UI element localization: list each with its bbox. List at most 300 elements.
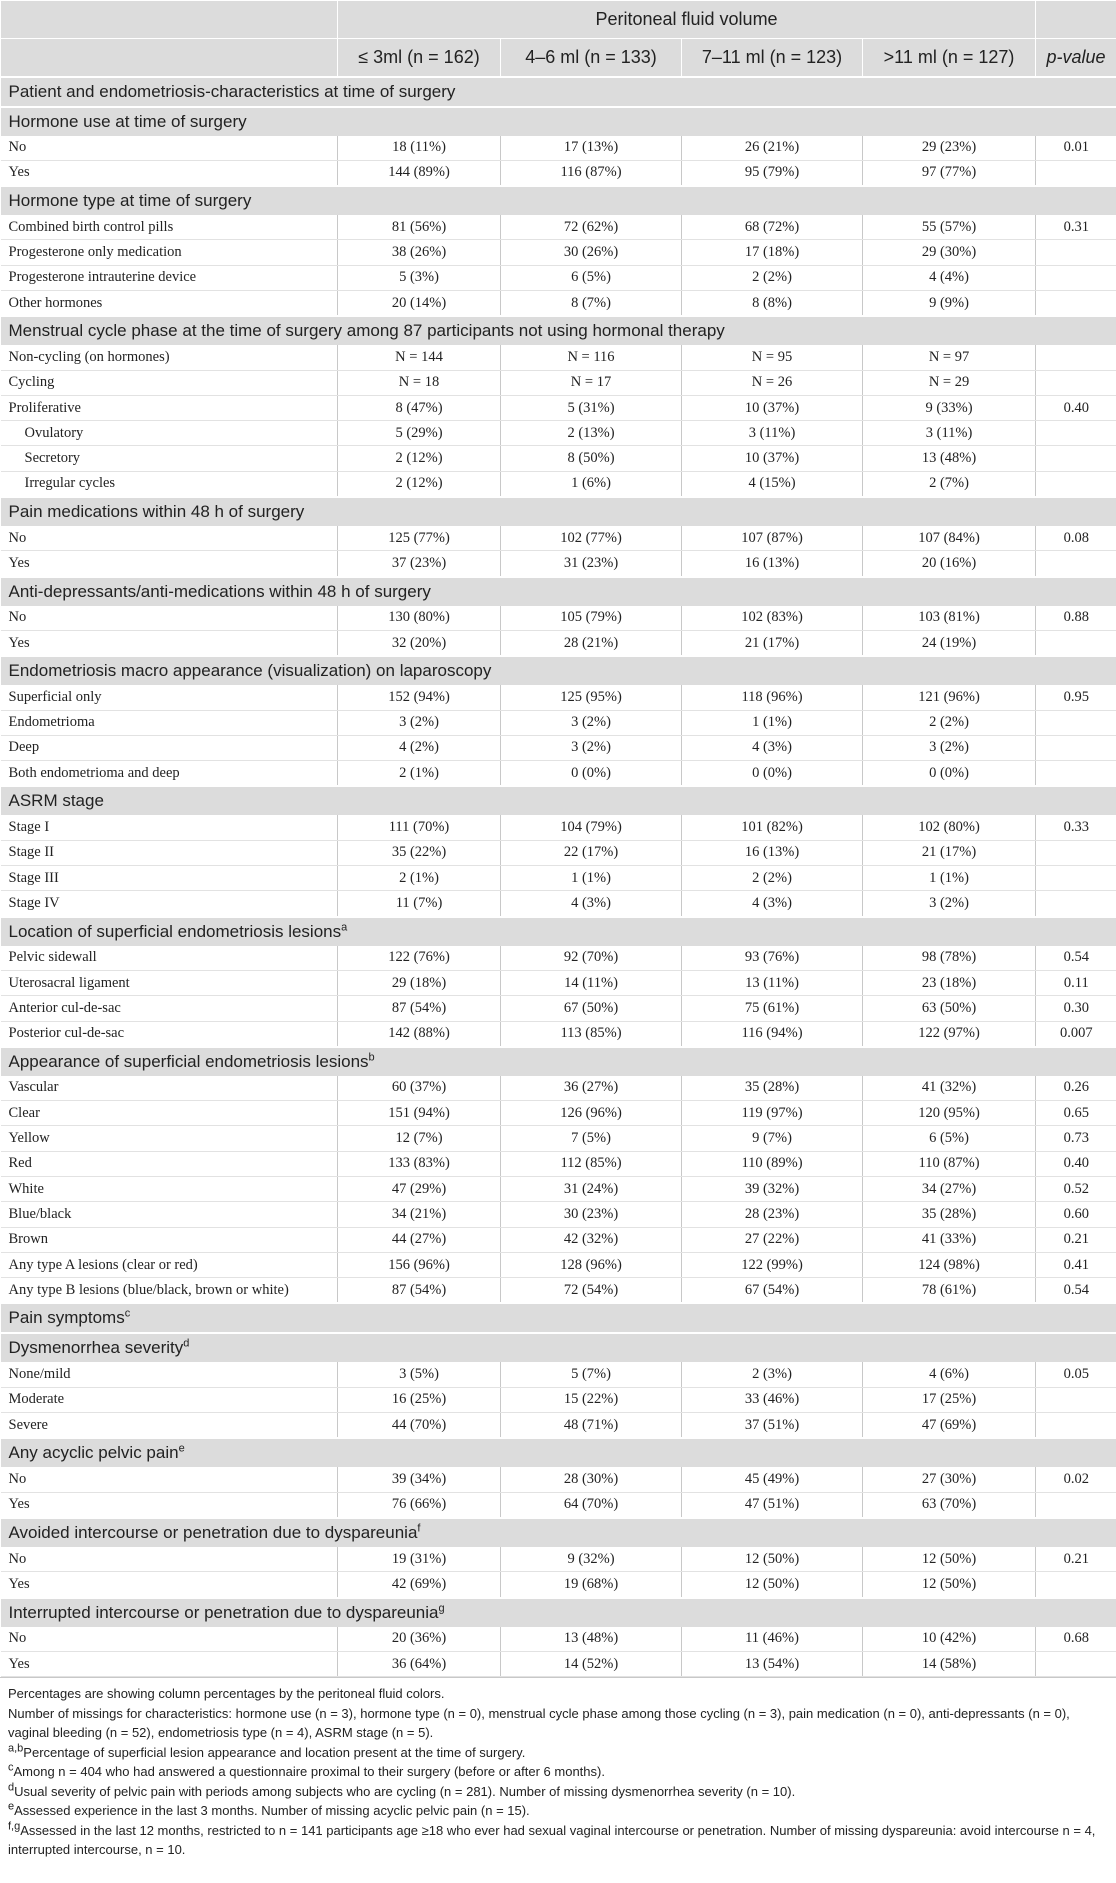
row-label: No bbox=[1, 606, 338, 631]
table-cell: N = 18 bbox=[338, 370, 501, 395]
row-label: Ovulatory bbox=[1, 421, 338, 446]
table-cell: 102 (77%) bbox=[501, 526, 682, 551]
pvalue-cell bbox=[1036, 160, 1116, 186]
table-cell: 104 (79%) bbox=[501, 815, 682, 840]
table-cell: 3 (11%) bbox=[682, 421, 863, 446]
table-cell: 4 (4%) bbox=[863, 265, 1036, 290]
section-title: Pain medications within 48 h of surgery bbox=[1, 497, 1116, 526]
table-cell: 6 (5%) bbox=[501, 265, 682, 290]
table-cell: 1 (1%) bbox=[863, 866, 1036, 891]
row-label: None/mild bbox=[1, 1362, 338, 1387]
table-cell: 29 (30%) bbox=[863, 240, 1036, 265]
table-cell: 13 (11%) bbox=[682, 970, 863, 995]
section-title: Menstrual cycle phase at the time of surgery among 87 participants not using hormonal therapy bbox=[1, 316, 1116, 345]
row-label: No bbox=[1, 1467, 338, 1492]
pvalue-cell: 0.40 bbox=[1036, 1151, 1116, 1176]
section-header bbox=[1, 786, 1116, 815]
section-title: Any acyclic pelvic pain$^e$ bbox=[1, 1438, 1116, 1467]
table-cell: 126 (96%) bbox=[501, 1101, 682, 1126]
table-cell: 8 (8%) bbox=[682, 290, 863, 316]
table-cell: 113 (85%) bbox=[501, 1021, 682, 1047]
table-cell: 116 (94%) bbox=[682, 1021, 863, 1047]
section-title: Endometriosis macro appearance (visualization) on laparoscopy bbox=[1, 656, 1116, 685]
table-row bbox=[1, 446, 1116, 471]
table-cell: 3 (2%) bbox=[863, 891, 1036, 917]
table-cell: 37 (51%) bbox=[682, 1413, 863, 1439]
table-cell: 24 (19%) bbox=[863, 630, 1036, 656]
table-row bbox=[1, 1076, 1116, 1101]
table-row bbox=[1, 526, 1116, 551]
section-header bbox=[1, 107, 1116, 136]
table-cell: 124 (98%) bbox=[863, 1252, 1036, 1277]
footnote-marker: b bbox=[368, 1051, 375, 1064]
pvalue-cell bbox=[1036, 290, 1116, 316]
row-label: Anterior cul-de-sac bbox=[1, 996, 338, 1021]
table-cell: 32 (20%) bbox=[338, 630, 501, 656]
table-row bbox=[1, 160, 1116, 186]
table-row bbox=[1, 710, 1116, 735]
table-cell: 87 (54%) bbox=[338, 1278, 501, 1304]
table-cell: 5 (29%) bbox=[338, 421, 501, 446]
table-cell: 47 (51%) bbox=[682, 1492, 863, 1518]
pvalue-cell bbox=[1036, 840, 1116, 865]
table-row bbox=[1, 1547, 1116, 1572]
table-row bbox=[1, 1252, 1116, 1277]
row-label: Secretory bbox=[1, 446, 338, 471]
footnote-marker: f bbox=[417, 1522, 421, 1535]
pvalue-cell bbox=[1036, 240, 1116, 265]
table-cell: 3 (2%) bbox=[863, 735, 1036, 760]
table-row bbox=[1, 370, 1116, 395]
table-cell: 29 (23%) bbox=[863, 136, 1036, 161]
row-label: Blue/black bbox=[1, 1202, 338, 1227]
table-cell: 36 (64%) bbox=[338, 1651, 501, 1676]
table-cell: 31 (23%) bbox=[501, 551, 682, 577]
footnote-marker: g bbox=[438, 1601, 445, 1614]
table-cell: 17 (18%) bbox=[682, 240, 863, 265]
table-row bbox=[1, 1101, 1116, 1126]
table-row bbox=[1, 395, 1116, 420]
table-row bbox=[1, 345, 1116, 370]
table-row bbox=[1, 1227, 1116, 1252]
row-label: Progesterone only medication bbox=[1, 240, 338, 265]
table-cell: 2 (1%) bbox=[338, 866, 501, 891]
footnote: $^{f,g}$Assessed in the last 12 months, restricted to n = 141 participants age ≥18 who ever had sexual vaginal intercourse or penetration. Number of missing dyspareunia: avoid intercourse n = 4, interrupted intercourse, n = 10. bbox=[8, 1820, 1096, 1858]
footnote-marker: c bbox=[8, 1761, 14, 1774]
row-label: Posterior cul-de-sac bbox=[1, 1021, 338, 1047]
pvalue-cell: 0.68 bbox=[1036, 1627, 1116, 1652]
table-cell: 68 (72%) bbox=[682, 215, 863, 240]
table-cell: 34 (27%) bbox=[863, 1177, 1036, 1202]
table-cell: 105 (79%) bbox=[501, 606, 682, 631]
table-cell: 3 (5%) bbox=[338, 1362, 501, 1387]
row-label: Endometrioma bbox=[1, 710, 338, 735]
table-cell: 9 (9%) bbox=[863, 290, 1036, 316]
table-cell: 3 (2%) bbox=[338, 710, 501, 735]
row-label: Any type B lesions (blue/black, brown or white) bbox=[1, 1278, 338, 1304]
row-label: Yes bbox=[1, 630, 338, 656]
table-cell: 14 (52%) bbox=[501, 1651, 682, 1676]
pvalue-cell bbox=[1036, 761, 1116, 787]
section-header bbox=[1, 656, 1116, 685]
table-cell: 5 (31%) bbox=[501, 395, 682, 420]
table-row bbox=[1, 735, 1116, 760]
section-title: Appearance of superficial endometriosis lesions$^b$ bbox=[1, 1047, 1116, 1076]
table-row bbox=[1, 240, 1116, 265]
table-cell: 63 (50%) bbox=[863, 996, 1036, 1021]
section-title: Avoided intercourse or penetration due to dyspareunia$^f$ bbox=[1, 1518, 1116, 1547]
pvalue-cell: 0.21 bbox=[1036, 1227, 1116, 1252]
table-row bbox=[1, 551, 1116, 577]
row-label: Combined birth control pills bbox=[1, 215, 338, 240]
section-header bbox=[1, 917, 1116, 946]
table-cell: 34 (21%) bbox=[338, 1202, 501, 1227]
table-cell: 98 (78%) bbox=[863, 946, 1036, 971]
table-row bbox=[1, 265, 1116, 290]
table-row bbox=[1, 1627, 1116, 1652]
table-cell: 1 (6%) bbox=[501, 471, 682, 497]
pvalue-cell: 0.54 bbox=[1036, 1278, 1116, 1304]
table-row bbox=[1, 1413, 1116, 1439]
table-cell: 55 (57%) bbox=[863, 215, 1036, 240]
footnote: Number of missings for characteristics: hormone use (n = 3), hormone type (n = 0), menstrual cycle phase among those cycling (n = 3), pain medication (n = 0), anti-depressants (n = 0), vaginal bleeding (n = 52), endometriosis type (n = 4), ASRM stage (n = 5). bbox=[8, 1705, 1070, 1741]
footnote-marker: d bbox=[183, 1337, 190, 1350]
row-label: Stage II bbox=[1, 840, 338, 865]
table-cell: 39 (34%) bbox=[338, 1467, 501, 1492]
pvalue-cell bbox=[1036, 1492, 1116, 1518]
section-title: ASRM stage bbox=[1, 786, 1116, 815]
row-label: No bbox=[1, 136, 338, 161]
header-corner bbox=[1, 1, 338, 39]
row-label: No bbox=[1, 1627, 338, 1652]
section-header bbox=[1, 186, 1116, 215]
table-row bbox=[1, 1126, 1116, 1151]
table-row bbox=[1, 1492, 1116, 1518]
pvalue-cell: 0.21 bbox=[1036, 1547, 1116, 1572]
row-label: Proliferative bbox=[1, 395, 338, 420]
column-header: ≤ 3ml (n = 162) bbox=[338, 39, 501, 77]
table-cell: 15 (22%) bbox=[501, 1387, 682, 1412]
table-cell: 7 (5%) bbox=[501, 1126, 682, 1151]
row-label: Severe bbox=[1, 1413, 338, 1439]
section-title: Hormone type at time of surgery bbox=[1, 186, 1116, 215]
footnote: $^d$Usual severity of pelvic pain with periods among subjects who are cycling (n = 281). Number of missing dysmenorrhea severity (n = 10). bbox=[8, 1781, 796, 1799]
table-cell: 38 (26%) bbox=[338, 240, 501, 265]
pvalue-cell: 0.40 bbox=[1036, 395, 1116, 420]
table-cell: 125 (77%) bbox=[338, 526, 501, 551]
header-blank bbox=[1036, 1, 1116, 39]
table-cell: 44 (27%) bbox=[338, 1227, 501, 1252]
table-cell: 2 (13%) bbox=[501, 421, 682, 446]
table-cell: 2 (12%) bbox=[338, 446, 501, 471]
table-row bbox=[1, 1021, 1116, 1047]
row-label: Progesterone intrauterine device bbox=[1, 265, 338, 290]
pvalue-cell: 0.95 bbox=[1036, 685, 1116, 710]
pvalue-cell: 0.31 bbox=[1036, 215, 1116, 240]
row-label: Yes bbox=[1, 1492, 338, 1518]
pvalue-cell bbox=[1036, 735, 1116, 760]
table-cell: N = 97 bbox=[863, 345, 1036, 370]
table-cell: N = 29 bbox=[863, 370, 1036, 395]
table-cell: 2 (2%) bbox=[682, 866, 863, 891]
table-cell: 10 (37%) bbox=[682, 395, 863, 420]
pvalue-cell bbox=[1036, 265, 1116, 290]
row-label: Any type A lesions (clear or red) bbox=[1, 1252, 338, 1277]
pvalue-cell: 0.007 bbox=[1036, 1021, 1116, 1047]
pvalue-cell: 0.08 bbox=[1036, 526, 1116, 551]
row-label: Non-cycling (on hormones) bbox=[1, 345, 338, 370]
table-cell: 42 (69%) bbox=[338, 1572, 501, 1598]
row-label: No bbox=[1, 1547, 338, 1572]
table-cell: 120 (95%) bbox=[863, 1101, 1036, 1126]
section-header bbox=[1, 316, 1116, 345]
table-cell: 35 (22%) bbox=[338, 840, 501, 865]
row-label: Yes bbox=[1, 1651, 338, 1676]
row-label: Stage IV bbox=[1, 891, 338, 917]
table-cell: 23 (18%) bbox=[863, 970, 1036, 995]
section-title: Hormone use at time of surgery bbox=[1, 107, 1116, 136]
table-cell: 20 (36%) bbox=[338, 1627, 501, 1652]
footnote-marker: e bbox=[178, 1442, 185, 1455]
table-cell: N = 17 bbox=[501, 370, 682, 395]
table-cell: 48 (71%) bbox=[501, 1413, 682, 1439]
table-cell: 81 (56%) bbox=[338, 215, 501, 240]
table-cell: 102 (80%) bbox=[863, 815, 1036, 840]
table-cell: 76 (66%) bbox=[338, 1492, 501, 1518]
table-cell: 87 (54%) bbox=[338, 996, 501, 1021]
table-cell: 2 (2%) bbox=[682, 265, 863, 290]
table-row bbox=[1, 630, 1116, 656]
table-cell: 121 (96%) bbox=[863, 685, 1036, 710]
table-cell: 35 (28%) bbox=[863, 1202, 1036, 1227]
section-header bbox=[1, 497, 1116, 526]
table-cell: 102 (83%) bbox=[682, 606, 863, 631]
row-label: Uterosacral ligament bbox=[1, 970, 338, 995]
table-cell: 130 (80%) bbox=[338, 606, 501, 631]
table-cell: 29 (18%) bbox=[338, 970, 501, 995]
row-label: Moderate bbox=[1, 1387, 338, 1412]
row-label: Deep bbox=[1, 735, 338, 760]
table-cell: 36 (27%) bbox=[501, 1076, 682, 1101]
table-cell: 2 (1%) bbox=[338, 761, 501, 787]
table-cell: 35 (28%) bbox=[682, 1076, 863, 1101]
table-cell: 6 (5%) bbox=[863, 1126, 1036, 1151]
table-cell: 16 (13%) bbox=[682, 840, 863, 865]
table-row bbox=[1, 1278, 1116, 1304]
section-header bbox=[1, 577, 1116, 606]
row-label: Yes bbox=[1, 1572, 338, 1598]
table-cell: 41 (33%) bbox=[863, 1227, 1036, 1252]
pvalue-cell: 0.65 bbox=[1036, 1101, 1116, 1126]
pvalue-cell bbox=[1036, 710, 1116, 735]
pvalue-cell bbox=[1036, 630, 1116, 656]
table-cell: 103 (81%) bbox=[863, 606, 1036, 631]
table-cell: 17 (13%) bbox=[501, 136, 682, 161]
table-cell: 9 (32%) bbox=[501, 1547, 682, 1572]
table-cell: 13 (54%) bbox=[682, 1651, 863, 1676]
table-cell: 0 (0%) bbox=[501, 761, 682, 787]
section-title: Anti-depressants/anti-medications within 48 h of surgery bbox=[1, 577, 1116, 606]
section-title: Interrupted intercourse or penetration due to dyspareunia$^g$ bbox=[1, 1598, 1116, 1627]
table-cell: 28 (21%) bbox=[501, 630, 682, 656]
table-cell: 22 (17%) bbox=[501, 840, 682, 865]
row-label: Both endometrioma and deep bbox=[1, 761, 338, 787]
table-cell: 1 (1%) bbox=[501, 866, 682, 891]
footnote-marker: e bbox=[8, 1800, 15, 1813]
pvalue-cell bbox=[1036, 551, 1116, 577]
table-cell: 14 (58%) bbox=[863, 1651, 1036, 1676]
table-cell: 122 (76%) bbox=[338, 946, 501, 971]
row-label: Other hormones bbox=[1, 290, 338, 316]
section-header bbox=[1, 1047, 1116, 1076]
table-cell: 10 (42%) bbox=[863, 1627, 1036, 1652]
pvalue-cell bbox=[1036, 891, 1116, 917]
table-cell: 47 (29%) bbox=[338, 1177, 501, 1202]
row-label: Red bbox=[1, 1151, 338, 1176]
column-header: 7–11 ml (n = 123) bbox=[682, 39, 863, 77]
table-cell: 72 (62%) bbox=[501, 215, 682, 240]
table-cell: 3 (11%) bbox=[863, 421, 1036, 446]
table-cell: 11 (46%) bbox=[682, 1627, 863, 1652]
row-label: Vascular bbox=[1, 1076, 338, 1101]
table-cell: 75 (61%) bbox=[682, 996, 863, 1021]
table-row bbox=[1, 215, 1116, 240]
table-cell: 11 (7%) bbox=[338, 891, 501, 917]
table-cell: 41 (32%) bbox=[863, 1076, 1036, 1101]
row-label: White bbox=[1, 1177, 338, 1202]
pvalue-cell: 0.02 bbox=[1036, 1467, 1116, 1492]
table-cell: 60 (37%) bbox=[338, 1076, 501, 1101]
row-label: Yes bbox=[1, 551, 338, 577]
table-cell: 21 (17%) bbox=[863, 840, 1036, 865]
table-row bbox=[1, 136, 1116, 161]
footnote-marker: c bbox=[124, 1307, 131, 1320]
table-cell: 20 (14%) bbox=[338, 290, 501, 316]
table-cell: 17 (25%) bbox=[863, 1387, 1036, 1412]
pvalue-cell bbox=[1036, 370, 1116, 395]
table-cell: 95 (79%) bbox=[682, 160, 863, 186]
table-row bbox=[1, 1362, 1116, 1387]
table-cell: 2 (12%) bbox=[338, 471, 501, 497]
table-cell: 20 (16%) bbox=[863, 551, 1036, 577]
pvalue-cell bbox=[1036, 345, 1116, 370]
table-cell: 4 (3%) bbox=[682, 891, 863, 917]
pvalue-cell bbox=[1036, 1413, 1116, 1439]
table-row bbox=[1, 946, 1116, 971]
pvalue-cell: 0.73 bbox=[1036, 1126, 1116, 1151]
section-header bbox=[1, 1333, 1116, 1362]
table-cell: 12 (50%) bbox=[863, 1572, 1036, 1598]
table-cell: 28 (23%) bbox=[682, 1202, 863, 1227]
table-cell: 27 (30%) bbox=[863, 1467, 1036, 1492]
table-cell: 8 (50%) bbox=[501, 446, 682, 471]
table-cell: 3 (2%) bbox=[501, 735, 682, 760]
table-cell: 116 (87%) bbox=[501, 160, 682, 186]
table-cell: 101 (82%) bbox=[682, 815, 863, 840]
pvalue-cell: 0.54 bbox=[1036, 946, 1116, 971]
row-label: Pelvic sidewall bbox=[1, 946, 338, 971]
table-cell: 92 (70%) bbox=[501, 946, 682, 971]
table-cell: 4 (3%) bbox=[501, 891, 682, 917]
table-cell: 0 (0%) bbox=[682, 761, 863, 787]
table-cell: 18 (11%) bbox=[338, 136, 501, 161]
table-cell: 42 (32%) bbox=[501, 1227, 682, 1252]
pvalue-cell: 0.11 bbox=[1036, 970, 1116, 995]
row-label: Cycling bbox=[1, 370, 338, 395]
table-cell: 72 (54%) bbox=[501, 1278, 682, 1304]
table-cell: 31 (24%) bbox=[501, 1177, 682, 1202]
section-header bbox=[1, 1438, 1116, 1467]
table-cell: N = 144 bbox=[338, 345, 501, 370]
table-cell: 107 (87%) bbox=[682, 526, 863, 551]
table-row bbox=[1, 866, 1116, 891]
pvalue-cell: 0.26 bbox=[1036, 1076, 1116, 1101]
table-cell: 47 (69%) bbox=[863, 1413, 1036, 1439]
table-cell: 4 (15%) bbox=[682, 471, 863, 497]
table-row bbox=[1, 1651, 1116, 1676]
table-cell: 119 (97%) bbox=[682, 1101, 863, 1126]
table-cell: 30 (23%) bbox=[501, 1202, 682, 1227]
table-row bbox=[1, 996, 1116, 1021]
pvalue-cell bbox=[1036, 1387, 1116, 1412]
table-row bbox=[1, 1151, 1116, 1176]
table-cell: 122 (97%) bbox=[863, 1021, 1036, 1047]
table-cell: 67 (54%) bbox=[682, 1278, 863, 1304]
pvalue-cell: 0.33 bbox=[1036, 815, 1116, 840]
table-cell: 93 (76%) bbox=[682, 946, 863, 971]
pvalue-cell bbox=[1036, 471, 1116, 497]
table-cell: 45 (49%) bbox=[682, 1467, 863, 1492]
table-cell: 67 (50%) bbox=[501, 996, 682, 1021]
table-row bbox=[1, 421, 1116, 446]
table-cell: 4 (6%) bbox=[863, 1362, 1036, 1387]
table-row bbox=[1, 891, 1116, 917]
table-row bbox=[1, 1572, 1116, 1598]
table-cell: 4 (2%) bbox=[338, 735, 501, 760]
table-cell: N = 26 bbox=[682, 370, 863, 395]
table-cell: 26 (21%) bbox=[682, 136, 863, 161]
table-cell: 63 (70%) bbox=[863, 1492, 1036, 1518]
table-cell: 9 (7%) bbox=[682, 1126, 863, 1151]
table-footnotes bbox=[0, 1677, 1116, 1860]
table-cell: N = 116 bbox=[501, 345, 682, 370]
table-cell: 110 (87%) bbox=[863, 1151, 1036, 1176]
table-cell: 156 (96%) bbox=[338, 1252, 501, 1277]
section-title: Patient and endometriosis-characteristics at time of surgery bbox=[1, 77, 1116, 107]
table-cell: 142 (88%) bbox=[338, 1021, 501, 1047]
footnote-marker: f,g bbox=[8, 1820, 21, 1833]
footnote-marker: a,b bbox=[8, 1742, 24, 1755]
table-row bbox=[1, 290, 1116, 316]
table-cell: 10 (37%) bbox=[682, 446, 863, 471]
table-cell: 30 (26%) bbox=[501, 240, 682, 265]
footnote: $^{a,b}$Percentage of superficial lesion appearance and location present at the time of surgery. bbox=[8, 1742, 526, 1760]
pvalue-cell: 0.60 bbox=[1036, 1202, 1116, 1227]
table-row bbox=[1, 1202, 1116, 1227]
table-cell: 4 (3%) bbox=[682, 735, 863, 760]
table-cell: 12 (50%) bbox=[863, 1547, 1036, 1572]
footnote-marker: a bbox=[341, 920, 348, 933]
pvalue-cell: 0.41 bbox=[1036, 1252, 1116, 1277]
footnote-marker: d bbox=[8, 1781, 15, 1794]
table-cell: 2 (7%) bbox=[863, 471, 1036, 497]
table-cell: 28 (30%) bbox=[501, 1467, 682, 1492]
row-label: Brown bbox=[1, 1227, 338, 1252]
table-cell: 118 (96%) bbox=[682, 685, 863, 710]
table-cell: 112 (85%) bbox=[501, 1151, 682, 1176]
column-header: >11 ml (n = 127) bbox=[863, 39, 1036, 77]
table-cell: 14 (11%) bbox=[501, 970, 682, 995]
